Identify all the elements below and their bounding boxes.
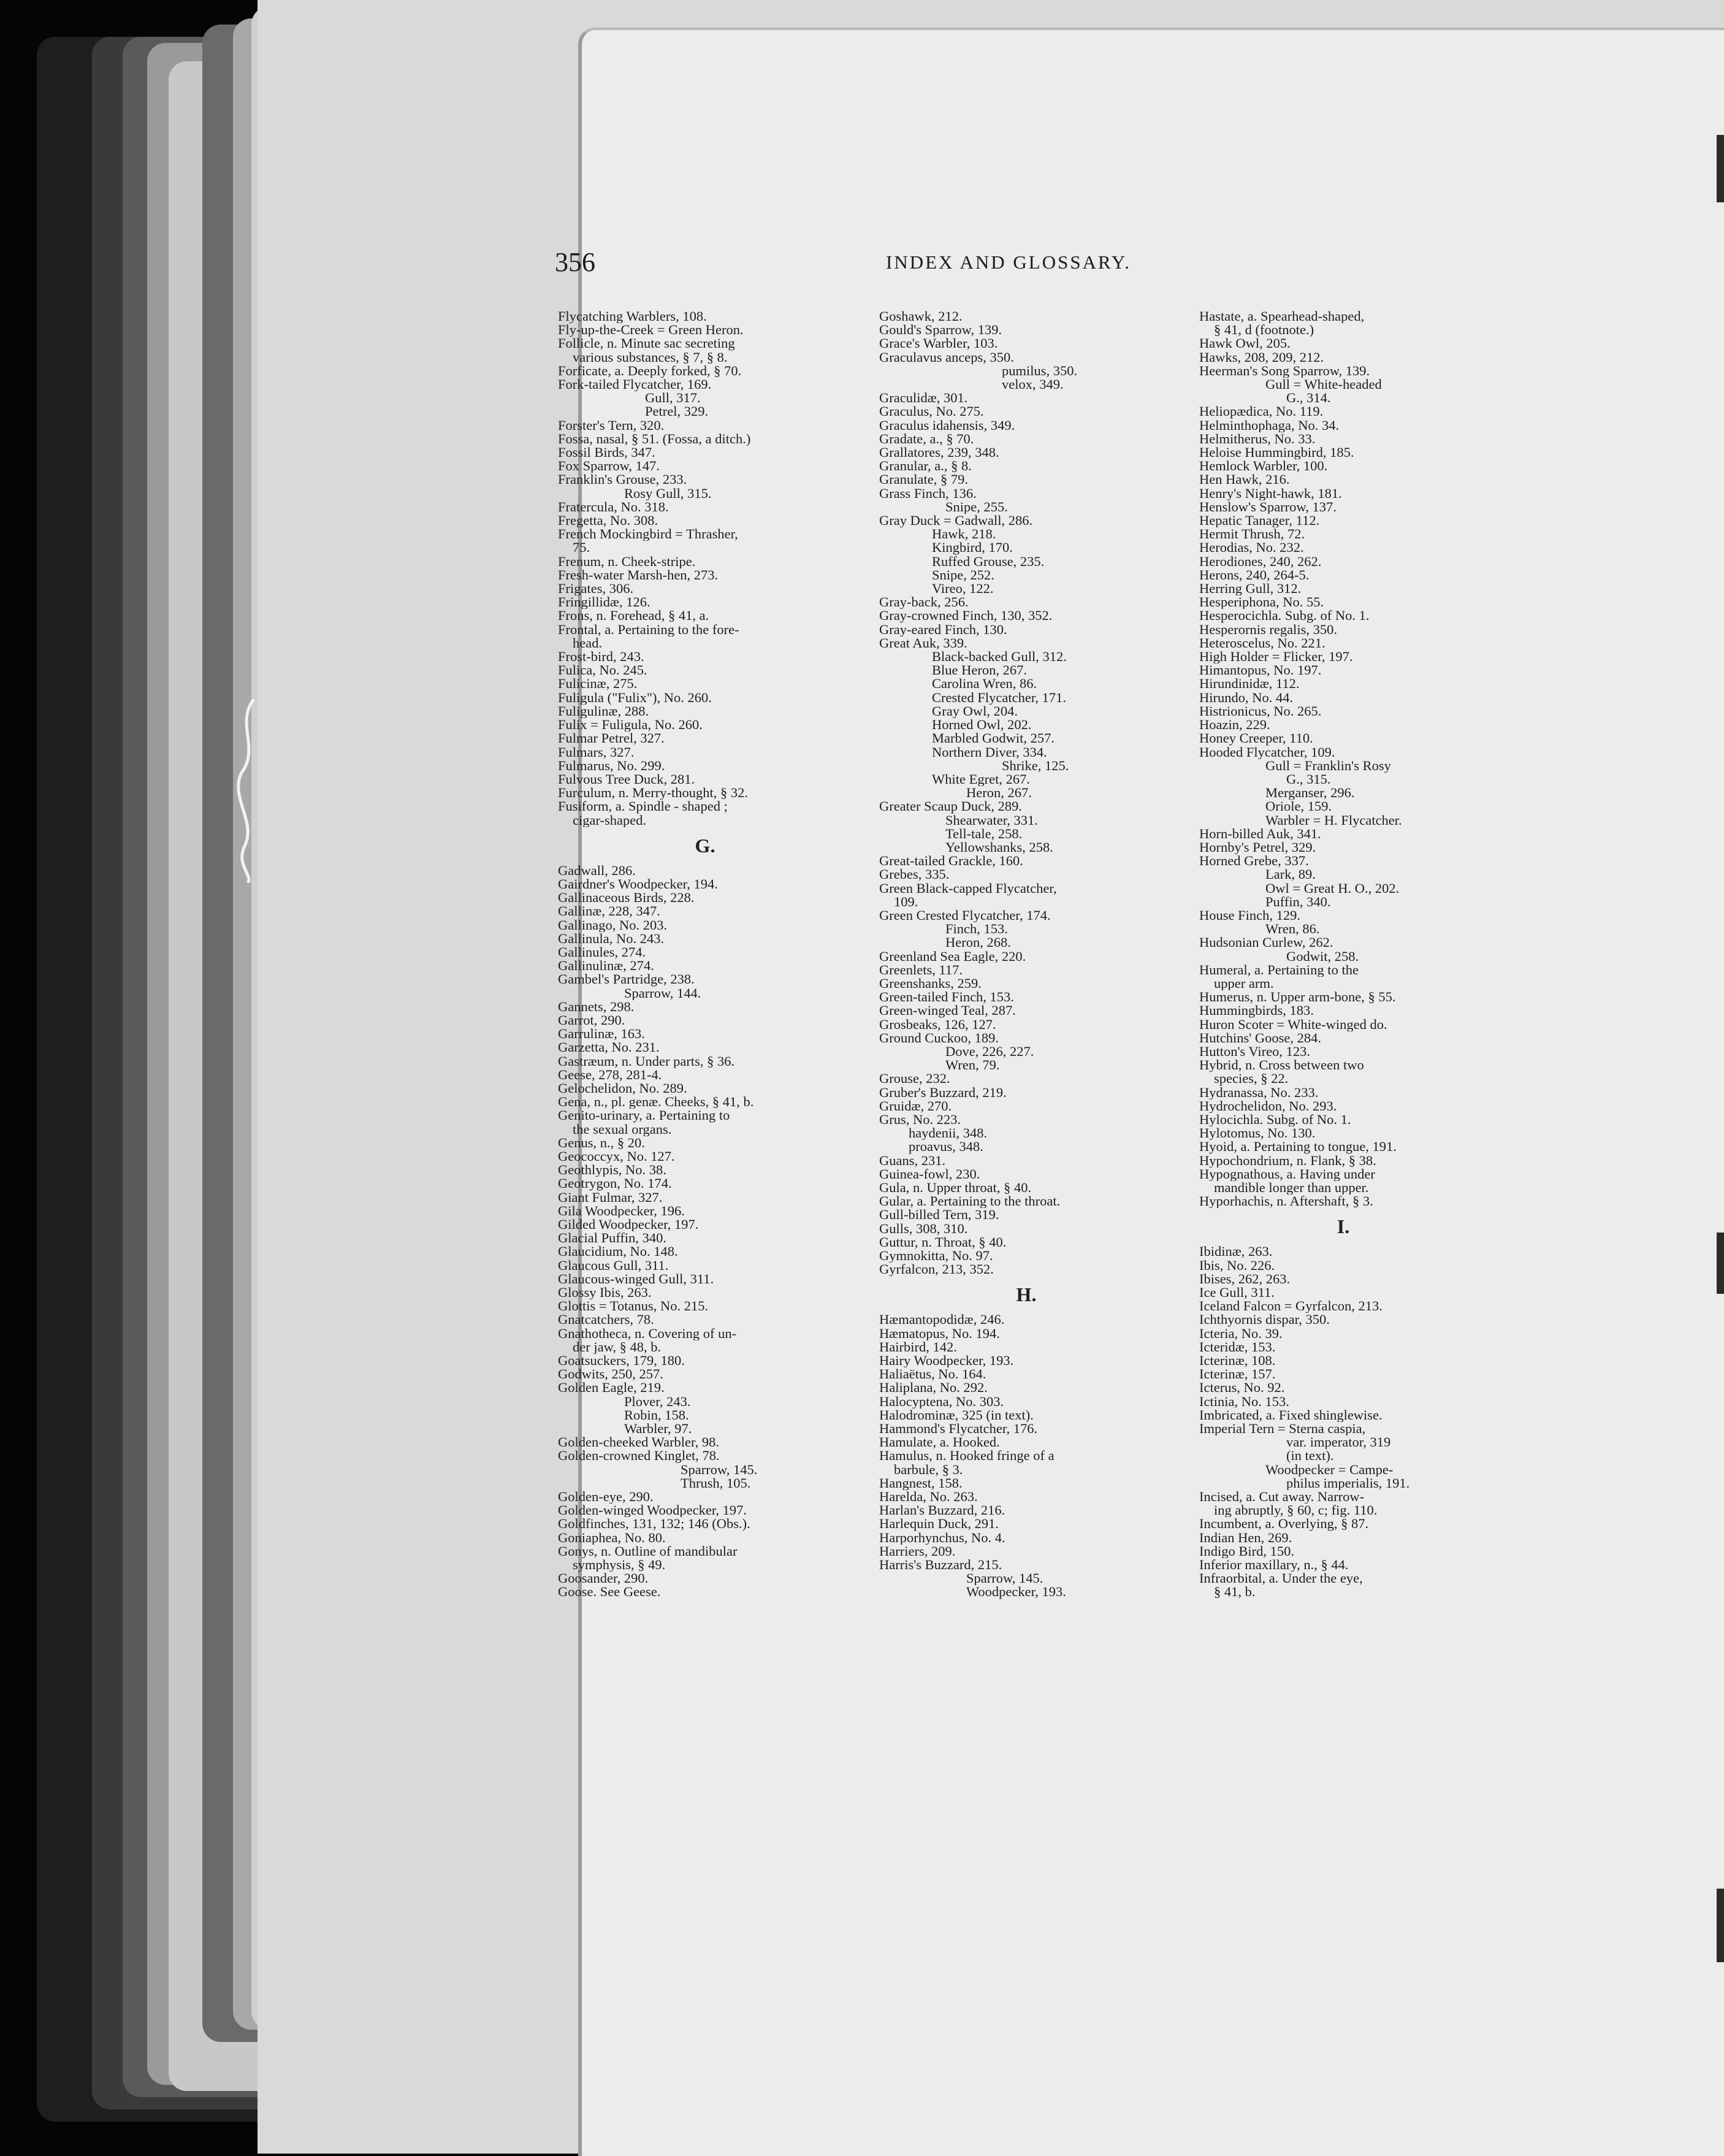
- index-entry: Owl = Great H. O., 202.: [1265, 881, 1400, 895]
- index-entry: mandible longer than upper.: [1214, 1181, 1369, 1195]
- index-entry: Frons, n. Forehead, § 41, a.: [558, 609, 709, 623]
- index-entry: Hæmatopus, No. 194.: [879, 1326, 1000, 1340]
- index-entry: Hesperiphona, No. 55.: [1199, 595, 1324, 610]
- index-entry: Hylotomus, No. 130.: [1199, 1126, 1316, 1141]
- index-entry: Guinea-fowl, 230.: [879, 1167, 980, 1181]
- index-entry: Woodpecker = Campe-: [1265, 1462, 1394, 1477]
- index-entry: House Finch, 129.: [1199, 908, 1300, 923]
- index-entry: Plover, 243.: [624, 1394, 691, 1409]
- index-entry: § 41, b.: [1214, 1585, 1256, 1599]
- index-entry: Gruidæ, 270.: [879, 1099, 952, 1113]
- index-entry: Shearwater, 331.: [945, 813, 1038, 827]
- index-entry: Ice Gull, 311.: [1199, 1286, 1275, 1300]
- index-column-1: [558, 310, 852, 1599]
- index-entry: Humeral, a. Pertaining to the: [1199, 963, 1359, 977]
- index-entry: Thrush, 105.: [681, 1476, 751, 1491]
- index-entry: Woodpecker, 193.: [966, 1585, 1066, 1599]
- index-entry: Fulix = Fuligula, No. 260.: [558, 718, 703, 732]
- index-entry: Gyrfalcon, 213, 352.: [879, 1263, 994, 1277]
- index-entry: var. imperator, 319: [1286, 1435, 1391, 1450]
- index-entry: Helminthophaga, No. 34.: [1199, 418, 1340, 432]
- index-entry: Frost-bird, 243.: [558, 650, 644, 664]
- index-entry: Sparrow, 144.: [624, 986, 701, 1000]
- index-entry: Glaucidium, No. 148.: [558, 1245, 678, 1259]
- index-entry: Ruffed Grouse, 235.: [932, 554, 1045, 568]
- index-entry: Hylocichla. Subg. of No. 1.: [1199, 1112, 1351, 1127]
- index-entry: Golden-eye, 290.: [558, 1490, 654, 1504]
- index-entry: Ground Cuckoo, 189.: [879, 1031, 999, 1045]
- index-entry: Fossa, nasal, § 51. (Fossa, a ditch.): [558, 432, 751, 446]
- index-entry: Gull = White-headed: [1265, 378, 1382, 392]
- index-entry: cigar-shaped.: [573, 813, 647, 827]
- index-entry: Indigo Bird, 150.: [1199, 1544, 1294, 1559]
- index-entry: Gull, 317.: [645, 391, 701, 405]
- index-entry: Kingbird, 170.: [932, 541, 1013, 555]
- index-entry: Goosander, 290.: [558, 1572, 649, 1586]
- index-entry: Graculidæ, 301.: [879, 391, 968, 405]
- index-entry: Rosy Gull, 315.: [624, 486, 712, 500]
- index-entry: Genus, n., § 20.: [558, 1136, 645, 1150]
- index-entry: Giant Fulmar, 327.: [558, 1190, 663, 1204]
- index-entry: Garzetta, No. 231.: [558, 1041, 660, 1055]
- index-entry: (in text).: [1286, 1449, 1334, 1463]
- index-entry: Heron, 267.: [966, 786, 1032, 800]
- index-entry: Gairdner's Woodpecker, 194.: [558, 877, 718, 892]
- section-letter-heading: H.: [1016, 1283, 1037, 1306]
- index-entry: G., 315.: [1286, 772, 1331, 787]
- index-entry: Fulmar Petrel, 327.: [558, 732, 665, 746]
- index-entry: Fresh-water Marsh-hen, 273.: [558, 568, 719, 583]
- index-entry: Icterinæ, 108.: [1199, 1354, 1276, 1368]
- index-entry: Wren, 86.: [1265, 922, 1320, 936]
- index-entry: Green Crested Flycatcher, 174.: [879, 908, 1051, 923]
- index-entry: Honey Creeper, 110.: [1199, 732, 1313, 746]
- index-entry: Fulicinæ, 275.: [558, 677, 638, 691]
- index-entry: Icteridæ, 153.: [1199, 1340, 1276, 1355]
- index-entry: Fregetta, No. 308.: [558, 514, 658, 528]
- index-entry: Lark, 89.: [1265, 868, 1316, 882]
- index-entry: Hesperocichla. Subg. of No. 1.: [1199, 609, 1370, 623]
- index-entry: Fly-up-the-Creek = Green Heron.: [558, 323, 744, 337]
- index-entry: Horned Grebe, 337.: [1199, 854, 1309, 868]
- index-entry: proavus, 348.: [909, 1140, 983, 1154]
- index-entry: Snipe, 255.: [945, 500, 1008, 514]
- index-entry: Gray-back, 256.: [879, 595, 969, 610]
- index-entry: Horned Owl, 202.: [932, 718, 1032, 732]
- index-entry: Hawks, 208, 209, 212.: [1199, 350, 1324, 364]
- index-entry: Hoazin, 229.: [1199, 718, 1270, 732]
- index-entry: Himantopus, No. 197.: [1199, 663, 1322, 678]
- index-entry: Grosbeaks, 126, 127.: [879, 1017, 996, 1031]
- index-entry: Hyporhachis, n. Aftershaft, § 3.: [1199, 1195, 1373, 1209]
- index-entry: Frontal, a. Pertaining to the fore-: [558, 622, 739, 636]
- index-entry: Gnathotheca, n. Covering of un-: [558, 1326, 737, 1340]
- index-entry: Hawk Owl, 205.: [1199, 337, 1291, 351]
- index-entry: Shrike, 125.: [1002, 759, 1069, 773]
- page-number: 356: [555, 247, 595, 277]
- page-edge-mark: [1717, 135, 1724, 202]
- index-entry: Grebes, 335.: [879, 868, 950, 882]
- index-entry: Hangnest, 158.: [879, 1476, 963, 1491]
- index-entry: Harris's Buzzard, 215.: [879, 1558, 1002, 1572]
- index-entry: Gray-eared Finch, 130.: [879, 622, 1007, 636]
- index-entry: Hybrid, n. Cross between two: [1199, 1058, 1364, 1072]
- index-entry: Henry's Night-hawk, 181.: [1199, 486, 1342, 500]
- index-entry: Hermit Thrush, 72.: [1199, 527, 1305, 541]
- index-entry: Ictinia, No. 153.: [1199, 1394, 1289, 1409]
- index-entry: Harelda, No. 263.: [879, 1490, 978, 1504]
- index-entry: Grouse, 232.: [879, 1072, 950, 1086]
- index-entry: Histrionicus, No. 265.: [1199, 704, 1322, 719]
- index-column-3: [1199, 310, 1487, 1599]
- index-entry: haydenii, 348.: [909, 1126, 988, 1141]
- index-entry: Grass Finch, 136.: [879, 486, 977, 500]
- index-entry: French Mockingbird = Thrasher,: [558, 527, 738, 541]
- index-entry: Geothlypis, No. 38.: [558, 1163, 666, 1177]
- index-entry: Dove, 226, 227.: [945, 1044, 1034, 1059]
- index-entry: Herring Gull, 312.: [1199, 582, 1302, 596]
- page-header: [555, 247, 1720, 283]
- index-entry: Geococcyx, No. 127.: [558, 1149, 675, 1164]
- index-entry: Hirundo, No. 44.: [1199, 690, 1294, 705]
- index-entry: Goldfinches, 131, 132; 146 (Obs.).: [558, 1517, 750, 1531]
- index-entry: Green-winged Teal, 287.: [879, 1004, 1016, 1018]
- index-entry: Northern Diver, 334.: [932, 745, 1047, 759]
- index-entry: Heloise Hummingbird, 185.: [1199, 446, 1354, 460]
- running-title: INDEX AND GLOSSARY.: [886, 251, 1132, 273]
- index-entry: Helmitherus, No. 33.: [1199, 432, 1316, 446]
- section-letter-heading: I.: [1337, 1215, 1350, 1238]
- index-entry: Guans, 231.: [879, 1153, 946, 1168]
- index-entry: Greater Scaup Duck, 289.: [879, 800, 1023, 814]
- index-entry: Glacial Puffin, 340.: [558, 1231, 667, 1245]
- index-entry: Genito-urinary, a. Pertaining to: [558, 1109, 730, 1123]
- index-entry: upper arm.: [1214, 976, 1274, 991]
- torn-edge-mark: [229, 699, 266, 883]
- index-entry: Glottis = Totanus, No. 215.: [558, 1299, 709, 1313]
- index-entry: Forster's Tern, 320.: [558, 418, 665, 432]
- index-entry: Frenum, n. Cheek-stripe.: [558, 554, 696, 568]
- index-entry: Hesperornis regalis, 350.: [1199, 622, 1337, 636]
- index-entry: Heron, 268.: [945, 936, 1011, 950]
- index-entry: Granulate, § 79.: [879, 473, 968, 487]
- index-entry: Frigates, 306.: [558, 582, 634, 596]
- index-entry: Hastate, a. Spearhead-shaped,: [1199, 310, 1365, 324]
- index-entry: head.: [573, 636, 603, 651]
- index-entry: Gull = Franklin's Rosy: [1265, 759, 1391, 773]
- index-entry: Hairy Woodpecker, 193.: [879, 1354, 1014, 1368]
- index-entry: Goniaphea, No. 80.: [558, 1531, 666, 1545]
- index-entry: species, § 22.: [1214, 1072, 1289, 1086]
- index-entry: Heteroscelus, No. 221.: [1199, 636, 1325, 651]
- index-entry: Golden-crowned Kinglet, 78.: [558, 1449, 720, 1463]
- index-entry: Carolina Wren, 86.: [932, 677, 1037, 691]
- index-entry: Gilded Woodpecker, 197.: [558, 1218, 699, 1232]
- index-entry: Finch, 153.: [945, 922, 1008, 936]
- index-entry: Hemlock Warbler, 100.: [1199, 459, 1328, 473]
- page-edge-mark: [1717, 1889, 1724, 1962]
- index-entry: Harriers, 209.: [879, 1544, 956, 1559]
- index-entry: Garrot, 290.: [558, 1013, 625, 1028]
- index-entry: Gulls, 308, 310.: [879, 1221, 968, 1236]
- index-entry: Gonys, n. Outline of mandibular: [558, 1544, 738, 1559]
- index-entry: Iceland Falcon = Gyrfalcon, 213.: [1199, 1299, 1383, 1313]
- index-entry: Hypognathous, a. Having under: [1199, 1167, 1375, 1181]
- index-entry: Gastræum, n. Under parts, § 36.: [558, 1054, 735, 1068]
- index-entry: Harlequin Duck, 291.: [879, 1517, 999, 1531]
- index-entry: velox, 349.: [1002, 378, 1064, 392]
- index-entry: Hæmantopodidæ, 246.: [879, 1313, 1005, 1327]
- index-entry: Fuligulinæ, 288.: [558, 704, 649, 719]
- index-entry: Franklin's Grouse, 233.: [558, 473, 687, 487]
- index-entry: Hammond's Flycatcher, 176.: [879, 1422, 1038, 1436]
- index-entry: Graculus, No. 275.: [879, 405, 984, 419]
- index-entry: Green Black-capped Flycatcher,: [879, 881, 1057, 895]
- index-entry: Incumbent, a. Overlying, § 87.: [1199, 1517, 1369, 1531]
- index-entry: Haliaëtus, No. 164.: [879, 1367, 986, 1382]
- index-entry: Snipe, 252.: [932, 568, 994, 583]
- index-entry: Fratercula, No. 318.: [558, 500, 669, 514]
- index-entry: Ichthyornis dispar, 350.: [1199, 1313, 1330, 1327]
- index-entry: symphysis, § 49.: [573, 1558, 666, 1572]
- index-entry: § 41, d (footnote.): [1214, 323, 1314, 337]
- index-entry: Icterinæ, 157.: [1199, 1367, 1276, 1382]
- index-entry: Hudsonian Curlew, 262.: [1199, 936, 1333, 950]
- index-entry: Herons, 240, 264-5.: [1199, 568, 1310, 583]
- index-entry: Follicle, n. Minute sac secreting: [558, 337, 735, 351]
- index-entry: Geotrygon, No. 174.: [558, 1177, 672, 1191]
- index-entry: Granular, a., § 8.: [879, 459, 972, 473]
- index-entry: pumilus, 350.: [1002, 364, 1078, 378]
- index-entry: Imbricated, a. Fixed shinglewise.: [1199, 1408, 1383, 1423]
- index-entry: Tell-tale, 258.: [945, 827, 1023, 841]
- index-entry: Hepatic Tanager, 112.: [1199, 514, 1320, 528]
- index-entry: Black-backed Gull, 312.: [932, 650, 1067, 664]
- index-entry: High Holder = Flicker, 197.: [1199, 650, 1353, 664]
- index-entry: Warbler = H. Flycatcher.: [1265, 813, 1402, 827]
- index-entry: Hummingbirds, 183.: [1199, 1004, 1314, 1018]
- index-entry: Gymnokitta, No. 97.: [879, 1249, 993, 1263]
- index-entry: G., 314.: [1286, 391, 1331, 405]
- index-entry: Hutton's Vireo, 123.: [1199, 1044, 1311, 1059]
- index-entry: Fork-tailed Flycatcher, 169.: [558, 378, 712, 392]
- index-entry: Godwit, 258.: [1286, 949, 1359, 963]
- index-entry: Halocyptena, No. 303.: [879, 1394, 1004, 1409]
- index-entry: Hyoid, a. Pertaining to tongue, 191.: [1199, 1140, 1397, 1154]
- index-entry: Incised, a. Cut away. Narrow-: [1199, 1490, 1365, 1504]
- index-entry: Grace's Warbler, 103.: [879, 337, 998, 351]
- index-entry: Greenland Sea Eagle, 220.: [879, 949, 1026, 963]
- index-entry: Robin, 158.: [624, 1408, 689, 1423]
- index-entry: Puffin, 340.: [1265, 895, 1331, 909]
- index-entry: Hen Hawk, 216.: [1199, 473, 1290, 487]
- index-entry: Ibis, No. 226.: [1199, 1258, 1275, 1272]
- index-entry: Ibises, 262, 263.: [1199, 1272, 1291, 1286]
- index-entry: Goshawk, 212.: [879, 310, 963, 324]
- index-entry: Fuligula ("Fulix"), No. 260.: [558, 690, 712, 705]
- index-entry: Vireo, 122.: [932, 582, 994, 596]
- index-entry: Crested Flycatcher, 171.: [932, 690, 1067, 705]
- index-entry: Goose. See Geese.: [558, 1585, 661, 1599]
- index-entry: Golden-cheeked Warbler, 98.: [558, 1435, 720, 1450]
- index-entry: Haliplana, No. 292.: [879, 1381, 988, 1395]
- index-entry: Furculum, n. Merry-thought, § 32.: [558, 786, 748, 800]
- index-entry: Gadwall, 286.: [558, 863, 636, 877]
- index-entry: Fusiform, a. Spindle - shaped ;: [558, 800, 728, 814]
- index-entry: Gruber's Buzzard, 219.: [879, 1085, 1007, 1099]
- index-entry: Fossil Birds, 347.: [558, 446, 655, 460]
- index-entry: Guttur, n. Throat, § 40.: [879, 1235, 1007, 1250]
- index-entry: Warbler, 97.: [624, 1422, 692, 1436]
- index-entry: Huron Scoter = White-winged do.: [1199, 1017, 1387, 1031]
- index-entry: Hydranassa, No. 233.: [1199, 1085, 1319, 1099]
- index-entry: Wren, 79.: [945, 1058, 1000, 1072]
- index-entry: Garrulinæ, 163.: [558, 1027, 645, 1041]
- index-entry: Fulmarus, No. 299.: [558, 759, 665, 773]
- index-entry: Golden-winged Woodpecker, 197.: [558, 1504, 747, 1518]
- index-entry: der jaw, § 48, b.: [573, 1340, 662, 1355]
- index-entry: Indian Hen, 269.: [1199, 1531, 1292, 1545]
- index-entry: Imperial Tern = Sterna caspia,: [1199, 1422, 1366, 1436]
- index-column-2: [879, 310, 1173, 1599]
- page-edge-mark: [1717, 1233, 1724, 1294]
- index-entry: ing abruptly, § 60, c; fig. 110.: [1214, 1504, 1378, 1518]
- index-entry: Great-tailed Grackle, 160.: [879, 854, 1023, 868]
- index-entry: Hairbird, 142.: [879, 1340, 957, 1355]
- index-entry: Hutchins' Goose, 284.: [1199, 1031, 1322, 1045]
- index-entry: Gallinulinæ, 274.: [558, 959, 654, 973]
- index-entry: Harporhynchus, No. 4.: [879, 1531, 1005, 1545]
- index-entry: Gallinules, 274.: [558, 945, 646, 960]
- index-entry: Great Auk, 339.: [879, 636, 967, 651]
- index-entry: the sexual organs.: [573, 1122, 672, 1136]
- index-entry: Humerus, n. Upper arm-bone, § 55.: [1199, 990, 1396, 1004]
- index-entry: Golden Eagle, 219.: [558, 1381, 665, 1395]
- index-entry: Graculavus anceps, 350.: [879, 350, 1014, 364]
- index-entry: Ibidinæ, 263.: [1199, 1245, 1273, 1259]
- index-entry: Gray Duck = Gadwall, 286.: [879, 514, 1033, 528]
- index-entry: Herodiones, 240, 262.: [1199, 554, 1322, 568]
- index-entry: Glaucous-winged Gull, 311.: [558, 1272, 714, 1286]
- index-entry: Hamulate, a. Hooked.: [879, 1435, 1000, 1450]
- index-entry: Yellowshanks, 258.: [945, 840, 1053, 855]
- index-entry: Fringillidæ, 126.: [558, 595, 650, 610]
- index-entry: 109.: [894, 895, 918, 909]
- index-entry: Gula, n. Upper throat, § 40.: [879, 1181, 1032, 1195]
- index-entry: Fulmars, 327.: [558, 745, 635, 759]
- index-entry: White Egret, 267.: [932, 772, 1030, 787]
- index-entry: Fulvous Tree Duck, 281.: [558, 772, 695, 787]
- index-entry: Gould's Sparrow, 139.: [879, 323, 1002, 337]
- index-entry: Gular, a. Pertaining to the throat.: [879, 1195, 1061, 1209]
- index-entry: Forficate, a. Deeply forked, § 70.: [558, 364, 742, 378]
- index-entry: Herodias, No. 232.: [1199, 541, 1304, 555]
- index-entry: 75.: [573, 541, 590, 555]
- index-entry: Harlan's Buzzard, 216.: [879, 1504, 1005, 1518]
- index-entry: Fox Sparrow, 147.: [558, 459, 660, 473]
- index-entry: Gallinula, No. 243.: [558, 931, 665, 946]
- index-entry: Halodrominæ, 325 (in text).: [879, 1408, 1034, 1423]
- index-entry: Gallinago, No. 203.: [558, 918, 668, 932]
- index-entry: Marbled Godwit, 257.: [932, 732, 1055, 746]
- index-entry: Icteria, No. 39.: [1199, 1326, 1283, 1340]
- index-entry: barbule, § 3.: [894, 1462, 963, 1477]
- index-entry: Hamulus, n. Hooked fringe of a: [879, 1449, 1055, 1463]
- index-entry: Hydrochelidon, No. 293.: [1199, 1099, 1337, 1113]
- index-entry: Fulica, No. 245.: [558, 663, 647, 678]
- index-entry: Green-tailed Finch, 153.: [879, 990, 1014, 1004]
- index-entry: Gull-billed Tern, 319.: [879, 1208, 999, 1222]
- index-entry: Blue Heron, 267.: [932, 663, 1027, 678]
- index-entry: Inferior maxillary, n., § 44.: [1199, 1558, 1349, 1572]
- index-entry: Henslow's Sparrow, 137.: [1199, 500, 1337, 514]
- index-entry: Gray-crowned Finch, 130, 352.: [879, 609, 1053, 623]
- index-entry: Hooded Flycatcher, 109.: [1199, 745, 1335, 759]
- index-entry: Heerman's Song Sparrow, 139.: [1199, 364, 1370, 378]
- index-entry: Gelochelidon, No. 289.: [558, 1081, 687, 1096]
- index-entry: Heliopædica, No. 119.: [1199, 405, 1324, 419]
- index-entry: Sparrow, 145.: [966, 1572, 1043, 1586]
- index-entry: Gradate, a., § 70.: [879, 432, 974, 446]
- index-entry: Gnatcatchers, 78.: [558, 1313, 654, 1327]
- index-entry: Greenlets, 117.: [879, 963, 963, 977]
- index-entry: Hirundinidæ, 112.: [1199, 677, 1300, 691]
- index-entry: Gray Owl, 204.: [932, 704, 1018, 719]
- index-entry: various substances, § 7, § 8.: [573, 350, 728, 364]
- index-entry: Horn-billed Auk, 341.: [1199, 827, 1321, 841]
- index-entry: Infraorbital, a. Under the eye,: [1199, 1572, 1363, 1586]
- section-letter-heading: G.: [695, 834, 715, 857]
- index-entry: Sparrow, 145.: [681, 1462, 758, 1477]
- index-entry: Merganser, 296.: [1265, 786, 1355, 800]
- index-entry: Hypochondrium, n. Flank, § 38.: [1199, 1153, 1376, 1168]
- index-entry: Hornby's Petrel, 329.: [1199, 840, 1316, 855]
- index-entry: Godwits, 250, 257.: [558, 1367, 663, 1382]
- index-entry: Oriole, 159.: [1265, 800, 1332, 814]
- index-entry: Glossy Ibis, 263.: [558, 1286, 652, 1300]
- index-entry: Gannets, 298.: [558, 1000, 635, 1014]
- index-entry: Goatsuckers, 179, 180.: [558, 1354, 685, 1368]
- index-entry: Icterus, No. 92.: [1199, 1381, 1285, 1395]
- index-entry: Gila Woodpecker, 196.: [558, 1204, 685, 1218]
- index-entry: philus imperialis, 191.: [1286, 1476, 1410, 1491]
- index-entry: Gallinæ, 228, 347.: [558, 904, 660, 919]
- index-entry: Gena, n., pl. genæ. Cheeks, § 41, b.: [558, 1095, 754, 1109]
- index-entry: Grallatores, 239, 348.: [879, 446, 999, 460]
- index-entry: Glaucous Gull, 311.: [558, 1258, 669, 1272]
- index-entry: Petrel, 329.: [645, 405, 709, 419]
- index-entry: Gallinaceous Birds, 228.: [558, 891, 695, 905]
- index-entry: Hawk, 218.: [932, 527, 996, 541]
- index-entry: Gambel's Partridge, 238.: [558, 973, 695, 987]
- index-entry: Geese, 278, 281-4.: [558, 1068, 662, 1082]
- index-entry: Flycatching Warblers, 108.: [558, 310, 707, 324]
- index-entry: Greenshanks, 259.: [879, 976, 982, 991]
- index-entry: Graculus idahensis, 349.: [879, 418, 1015, 432]
- index-entry: Grus, No. 223.: [879, 1112, 961, 1127]
